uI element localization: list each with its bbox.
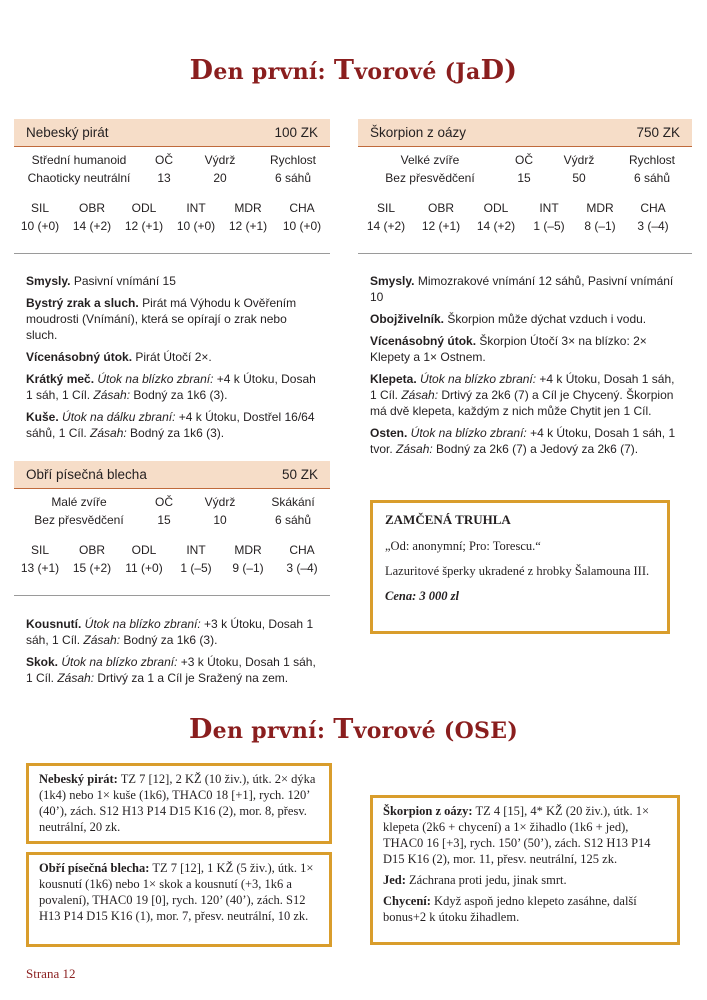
feature-text: Bodný za 1k6 (3). xyxy=(126,426,225,440)
feature-text: Zásah: xyxy=(90,426,127,440)
ose-scorpion-box xyxy=(370,795,680,945)
ose-flea-box xyxy=(26,852,332,947)
ability-name: MDR xyxy=(234,543,262,557)
ability-name: CHA xyxy=(640,201,666,215)
creature-cost: 50 ZK xyxy=(281,467,318,482)
divider xyxy=(358,253,692,254)
feature-text: Útok na blízko zbraní: xyxy=(94,372,214,386)
ose-pirate-box xyxy=(26,763,332,844)
ose-text: TZ 4 [15], 4* KŽ (20 živ.), útk. 1× klepeta (2k6 + chycení) a 1× žihadlo (1k6 + jed), THAC0 16 [+3], rych. 150’ (50’), zách. S12 H13 P14 D15 K16 (2), mor. 11, přesv. neutrální, 125 zk. xyxy=(383,804,651,866)
creature-alignment: Bez přesvědčení xyxy=(385,171,475,185)
statblock-header xyxy=(14,119,330,147)
creature-type: Malé zvíře xyxy=(51,495,107,509)
chest-title: ZAMČENÁ TRUHLA xyxy=(385,512,511,527)
flea-features xyxy=(26,616,316,692)
feature-text: Pirát Útočí 2×. xyxy=(132,350,212,364)
feature-text: +3 k Útoku, Dosah 1 sáh, 1 Cíl. xyxy=(26,617,314,647)
chest-quote: „Od: anonymní; Pro: Torescu.“ xyxy=(385,539,541,553)
statblock-header xyxy=(358,119,692,147)
ability-score: 14 (+2) xyxy=(366,219,406,233)
feature-label: Vícenásobný útok. xyxy=(26,350,133,364)
feature-label: Obojživelník. xyxy=(370,312,445,326)
ability-score: 3 (–4) xyxy=(286,561,318,575)
stat-header: Skákání xyxy=(271,495,315,509)
feature-text: Zásah: xyxy=(93,388,131,402)
ability-score: 13 (+1) xyxy=(20,561,60,575)
stat-value: 15 xyxy=(157,513,171,527)
feature-label: Smysly. xyxy=(370,274,415,288)
stat-value: 20 xyxy=(213,171,227,185)
feature-text: Zásah: xyxy=(396,442,433,456)
pirate-features xyxy=(26,273,316,447)
ability-name: INT xyxy=(186,543,206,557)
ability-name: OBR xyxy=(427,201,454,215)
ose-text: TZ 7 [12], 1 KŽ (5 živ.), útk. 1× kousnutí (1k6) nebo 1× skok a kousnutí (+3, 1k6 a povalení), THAC0 19 [0], rych. 120’ (40’), zách. S12 H13 P14 D15 K16 (1), mor. 7, přesv. neutrální, 10 zk. xyxy=(39,861,314,923)
feature-text: Útok na blízko zbraní: xyxy=(58,655,178,669)
feature-text: Bodný za 1k6 (3). xyxy=(120,633,218,647)
divider xyxy=(14,595,330,596)
feature-label: Smysly. xyxy=(26,274,71,288)
feature-text: Škorpion Útočí 3× na blízko: 2× Klepety a 1× Ostnem. xyxy=(370,334,647,364)
ose-label: Nebeský pirát: xyxy=(39,772,118,786)
feature-text: Drtivý za 2k6 (7) a Cíl je Chycený. Škorpion má dvě klepeta, každým z nich může Chytit jen 1 Cíl. xyxy=(370,388,674,418)
creature-alignment: Bez přesvědčení xyxy=(34,513,124,527)
stat-header: Výdrž xyxy=(204,495,236,509)
ability-name: ODL xyxy=(483,201,509,215)
page-title-ose: Den první: Tvorové (OSE) xyxy=(188,714,519,745)
feature-text: Útok na blízko zbraní: xyxy=(416,372,537,386)
divider xyxy=(14,253,330,254)
ability-name: SIL xyxy=(30,543,49,557)
ability-name: ODL xyxy=(131,543,157,557)
creature-cost: 750 ZK xyxy=(636,125,680,140)
feature-label: Kousnutí. xyxy=(26,617,82,631)
chest-description: Lazuritové šperky ukradené z hrobky Šalamouna III. xyxy=(385,564,650,578)
ose-label: Jed: xyxy=(383,873,406,887)
page-number: Strana 12 xyxy=(26,966,76,981)
stat-value: 13 xyxy=(157,171,171,185)
feature-text: Pirát má Výhodu k Ověřením moudrosti (Vnímání), která se opírají o zrak nebo sluch. xyxy=(26,296,297,342)
feature-label: Vícenásobný útok. xyxy=(370,334,477,348)
ose-text: TZ 7 [12], 2 KŽ (10 živ.), útk. 2× dýka (1k4) nebo 1× kuše (1k6), THAC0 18 [+1], rych. 120’ (40’), zách. S12 H13 P14 D15 K16 (2), mor. 8, přesv. neutrální, 20 zk. xyxy=(39,772,316,834)
ability-score: 1 (–5) xyxy=(533,219,565,233)
ose-text: Záchrana proti jedu, jinak smrt. xyxy=(405,873,567,887)
ose-text: Když aspoň jedno klepeto zasáhne, další bonus+2 k útoku žihadlem. xyxy=(383,894,637,924)
page-title-jad: Den první: Tvorové (JaD) xyxy=(189,55,518,86)
feature-text: Zásah: xyxy=(57,671,95,685)
feature-label: Osten. xyxy=(370,426,408,440)
feature-label: Kuše. xyxy=(26,410,59,424)
feature-label: Bystrý zrak a sluch. xyxy=(26,296,139,310)
feature-text: Útok na dálku zbraní: xyxy=(58,410,176,424)
feature-label: Skok. xyxy=(26,655,59,669)
statblock-scorpion xyxy=(358,119,692,254)
ability-score: 11 (+0) xyxy=(125,561,163,575)
feature-text: Drtivý za 1 a Cíl je Sražený na zem. xyxy=(94,671,289,685)
ability-score: 15 (+2) xyxy=(72,561,112,575)
ability-score: 12 (+1) xyxy=(124,219,164,233)
feature-text: Zásah: xyxy=(83,633,121,647)
ability-name: INT xyxy=(186,201,206,215)
ose-label: Škorpion z oázy: xyxy=(383,804,473,818)
ability-name: OBR xyxy=(78,543,105,557)
feature-text: +4 k Útoku, Dosah 1 sáh, 1 tvor. xyxy=(370,426,676,456)
ability-score: 14 (+2) xyxy=(476,219,516,233)
ability-name: INT xyxy=(539,201,559,215)
stat-value: 6 sáhů xyxy=(274,171,312,185)
ose-label: Chycení: xyxy=(383,894,431,908)
creature-type: Střední humanoid xyxy=(31,153,127,167)
ability-name: SIL xyxy=(376,201,395,215)
creature-alignment: Chaoticky neutrální xyxy=(27,171,131,185)
scorpion-features xyxy=(370,273,682,463)
creature-name: Nebeský pirát xyxy=(26,125,109,140)
statblock-header xyxy=(14,461,330,489)
feature-text: Mimozrakové vnímání 12 sáhů, Pasivní vnímání 10 xyxy=(370,274,674,304)
stat-header: Rychlost xyxy=(269,153,316,167)
ose-label: Obří písečná blecha: xyxy=(39,861,150,875)
ability-score: 12 (+1) xyxy=(228,219,268,233)
feature-text: Útok na blízko zbraní: xyxy=(407,426,527,440)
creature-cost: 100 ZK xyxy=(274,125,318,140)
stat-value: 50 xyxy=(572,171,586,185)
ability-score: 9 (–1) xyxy=(232,561,264,575)
stat-value: 10 xyxy=(213,513,227,527)
chest-price: Cena: 3 000 zl xyxy=(385,589,459,603)
ability-score: 10 (+0) xyxy=(20,219,60,233)
creature-name: Škorpion z oázy xyxy=(370,125,467,140)
ability-score: 3 (–4) xyxy=(637,219,669,233)
stat-header: Rychlost xyxy=(628,153,675,167)
ability-score: 14 (+2) xyxy=(72,219,112,233)
feature-text: Pasivní vnímání 15 xyxy=(70,274,176,288)
ability-score: 10 (+0) xyxy=(282,219,322,233)
statblock-flea xyxy=(14,461,330,596)
ability-score: 10 (+0) xyxy=(176,219,216,233)
locked-chest-box xyxy=(370,500,670,634)
stat-value: 6 sáhů xyxy=(633,171,671,185)
creature-name: Obří písečná blecha xyxy=(26,467,147,482)
ability-name: MDR xyxy=(234,201,262,215)
feature-label: Krátký meč. xyxy=(26,372,95,386)
ability-name: CHA xyxy=(289,201,315,215)
feature-text: Bodný za 1k6 (3). xyxy=(130,388,228,402)
stat-value: 6 sáhů xyxy=(274,513,312,527)
ability-score: 8 (–1) xyxy=(584,219,616,233)
ability-score: 12 (+1) xyxy=(421,219,461,233)
ability-name: ODL xyxy=(131,201,157,215)
creature-type: Velké zvíře xyxy=(400,153,460,167)
feature-text: Zásah: xyxy=(401,388,439,402)
feature-text: +4 k Útoku, Dosah 1 sáh, 1 Cíl. xyxy=(26,372,316,402)
feature-text: +4 k Útoku, Dosah 1 sáh, 1 Cíl. xyxy=(370,372,675,402)
stat-header: OČ xyxy=(155,495,173,509)
stat-header: OČ xyxy=(155,153,173,167)
ability-name: SIL xyxy=(30,201,49,215)
feature-text: +3 k Útoku, Dosah 1 sáh, 1 Cíl. xyxy=(26,655,316,685)
feature-text: Škorpion může dýchat vzduch i vodu. xyxy=(444,312,647,326)
feature-text: Bodný za 2k6 (7) a Jedový za 2k6 (7). xyxy=(432,442,639,456)
ability-name: MDR xyxy=(586,201,614,215)
ability-name: CHA xyxy=(289,543,315,557)
stat-header: Výdrž xyxy=(204,153,236,167)
ability-score: 1 (–5) xyxy=(180,561,212,575)
statblock-pirate xyxy=(14,119,330,254)
feature-label: Klepeta. xyxy=(370,372,417,386)
stat-header: OČ xyxy=(515,153,533,167)
feature-text: Útok na blízko zbraní: xyxy=(81,617,201,631)
stat-value: 15 xyxy=(517,171,531,185)
ability-name: OBR xyxy=(78,201,105,215)
feature-text: +4 k Útoku, Dostřel 16/64 sáhů, 1 Cíl. xyxy=(26,410,315,440)
stat-header: Výdrž xyxy=(563,153,595,167)
